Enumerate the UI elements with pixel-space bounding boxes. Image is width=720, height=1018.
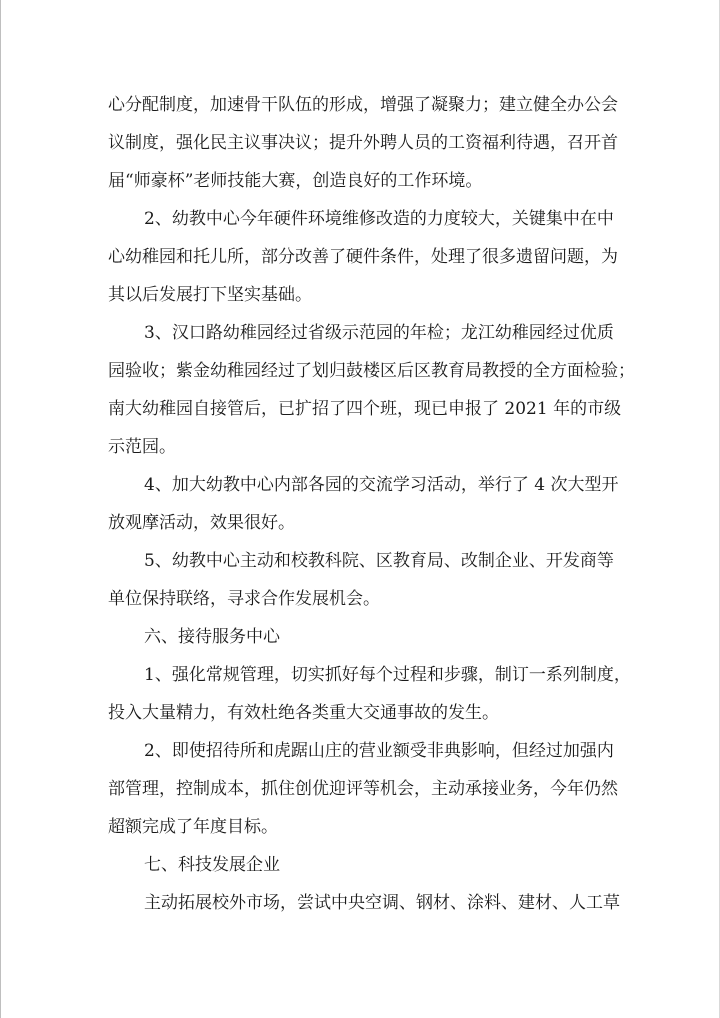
page-border-left — [0, 0, 1, 1018]
paragraph-start-line: 主动拓展校外市场，尝试中央空调、钢材、涂料、建材、人工草 — [144, 893, 620, 913]
text-line: 南大幼稚园自接管后，已扩招了四个班，现已申报了 2021 年的市级 — [108, 399, 622, 419]
section-heading: 七、科技发展企业 — [144, 855, 280, 875]
text-line: 放观摩活动，效果很好。 — [108, 513, 295, 533]
paragraph-start-line: 3、汉口路幼稚园经过省级示范园的年检；龙江幼稚园经过优质 — [144, 323, 614, 343]
text-line: 单位保持联络，寻求合作发展机会。 — [108, 589, 380, 609]
text-line: 超额完成了年度目标。 — [108, 817, 278, 837]
text-line: 心幼稚园和托儿所，部分改善了硬件条件，处理了很多遗留问题，为 — [108, 247, 618, 267]
text-line: 届“师豪杯”老师技能大赛，创造良好的工作环境。 — [108, 171, 483, 191]
paragraph-start-line: 2、即使招待所和虎踞山庄的营业额受非典影响，但经过加强内 — [144, 741, 614, 761]
text-line: 其以后发展打下坚实基础。 — [108, 285, 312, 305]
text-line: 投入大量精力，有效杜绝各类重大交通事故的发生。 — [108, 703, 499, 723]
paragraph-start-line: 5、幼教中心主动和校教科院、区教育局、改制企业、开发商等 — [144, 551, 614, 571]
text-line: 部管理，控制成本，抓住创优迎评等机会，主动承接业务，今年仍然 — [108, 779, 618, 799]
text-line: 示范园。 — [108, 437, 176, 457]
paragraph-start-line: 1、强化常规管理，切实抓好每个过程和步骤，制订一系列制度， — [144, 665, 631, 685]
text-line: 园验收；紫金幼稚园经过了划归鼓楼区后区教育局教授的全方面检验； — [108, 361, 635, 381]
text-line: 议制度，强化民主议事决议；提升外聘人员的工资福利待遇，召开首 — [108, 133, 618, 153]
text-line: 心分配制度，加速骨干队伍的形成，增强了凝聚力；建立健全办公会 — [108, 95, 618, 115]
paragraph-start-line: 2、幼教中心今年硬件环境维修改造的力度较大，关键集中在中 — [144, 209, 614, 229]
section-heading: 六、接待服务中心 — [144, 627, 280, 647]
paragraph-start-line: 4、加大幼教中心内部各园的交流学习活动，举行了 4 次大型开 — [144, 475, 619, 495]
